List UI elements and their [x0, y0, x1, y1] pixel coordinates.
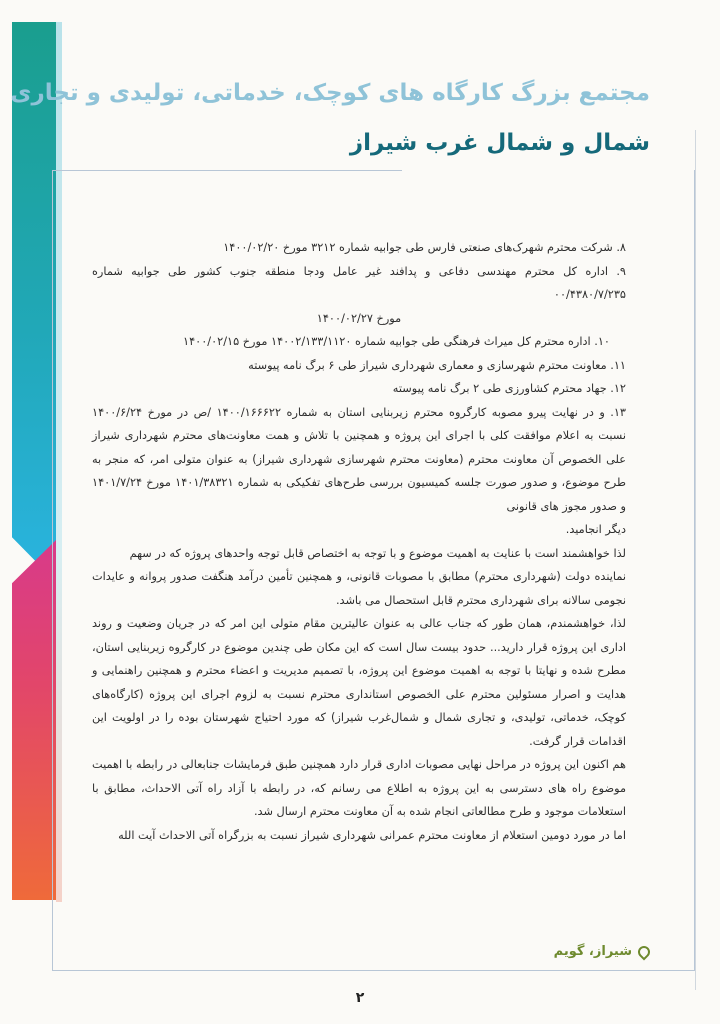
letter-body [92, 236, 626, 847]
right-rule [695, 130, 696, 990]
paragraph: لذا، خواهشمندم، همان طور که جناب عالی به عنوان عالیترین مقام متولی این امر که در جریان وضعیت و روند اداری این پروژه قرار دارید... حدود بیست سال است که این مکان طی چندین موضوع در کارگروه زیربنایی استان، مطرح شده و نهایتا با توجه به اهمیت موضوع این پروژه، با تصمیم مدیریت و اعضاء محترم و همچنین راهنمایی و هدایت و اصرار مسئولین محترم علی الخصوص استانداری محترم نسبت به لزوم اجرای این پروژه (کارگاه‌های کوچک، خدماتی، تولیدی، و تجاری شمال و شمال‌غرب شیراز) که مورد احتیاج شهرستان بوده را در اولویت این اقدامات قرار گرفت. [92, 617, 626, 748]
decorative-ribbon-teal [12, 22, 56, 582]
paragraph: نماینده دولت (شهرداری محترم) مطابق با مصوبات قانونی، و همچنین تأمین درآمد هنگفت صدور پروانه و عایدات نجومی سالانه برای شهرداری محترم قابل استحصال می باشد. [92, 570, 626, 607]
frame-top-line [52, 170, 402, 171]
list-item: ۱۰. اداره محترم کل میراث فرهنگی طی جوابیه شماره ۱۴۰۰۲/۱۳۳/۱۱۲۰ مورخ ۱۴۰۰/۰۲/۱۵ [183, 335, 610, 348]
footer-location-text: شیراز، گویم [553, 944, 632, 959]
list-item: ۱۳. و در نهایت پیرو مصوبه کارگروه محترم زیربنایی استان به شماره ۱۴۰۰/۱۶۶۶۲۲ /ص در مورخ ۱۴۰۰/۶/۲۴ نسبت به اعلام موافقت کلی با اجرای این پروژه و همچنین با تلاش و همت معاونت‌های محترم شهرداری شیراز علی الخصوص آن معاونت محترم (معاونت محترم شهرسازی شهرداری شیراز) به عنوان متولی امر، که منجر به طرح موضوع، و صدور صورت جلسه کمیسیون بررسی طرح‌های تفکیکی به شماره ۱۴۰۱/۳۸۳۲۱ مورخ ۱۴۰۱/۷/۲۴ و صدور مجوز های قانونی [92, 405, 626, 513]
paragraph: لذا خواهشمند است با عنایت به اهمیت موضوع و با توجه به اختصاص قابل توجه واحدهای پروژه که در سهم [129, 546, 626, 560]
list-item: مورخ ۱۴۰۰/۰۲/۲۷ [316, 311, 402, 325]
list-item: ۹. اداره کل محترم مهندسی دفاعی و پدافند غیر عامل ودجا منطقه جنوب کشور طی جوابیه شماره ۰۰/۴۳۸۰/۷/۲۳۵ [92, 264, 626, 301]
decorative-ribbon-pink [12, 540, 56, 900]
page-title: مجتمع بزرگ کارگاه های کوچک، خدماتی، تولیدی و تجاری [10, 80, 650, 106]
list-item: ۱۱. معاونت محترم شهرسازی و معماری شهرداری شیراز طی ۶ برگ نامه پیوسته [248, 358, 626, 372]
paragraph: دیگر انجامید. [565, 523, 626, 536]
page-number: ۲ [355, 990, 365, 1006]
location-pin-icon [636, 943, 653, 960]
list-item: ۸. شرکت محترم شهرک‌های صنعتی فارس طی جوابیه شماره ۳۲۱۲ مورخ ۱۴۰۰/۰۲/۲۰ [223, 241, 626, 254]
paragraph: اما در مورد دومین استعلام از معاونت محترم عمرانی شهرداری شیراز نسبت به بزرگراه آتی الاحداث آیت الله [118, 828, 626, 842]
list-item: ۱۲. جهاد محترم کشاورزی طی ۲ برگ نامه پیوسته [392, 382, 626, 395]
paragraph: هم اکنون این پروژه در مراحل نهایی مصوبات اداری قرار دارد همچنین طبق فرمایشات جنابعالی در رابطه با اهمیت موضوع راه های دسترسی به این پروژه به اطلاع می رسانم که، در رابطه با آزاد راه آتی الاحداث، مطابق با استعلامات موجود و طرح مطالعاتی انجام شده به آن معاونت محترم ارسال شد. [92, 758, 626, 818]
page-subtitle: شمال و شمال غرب شیراز [349, 130, 650, 156]
footer-location [554, 944, 650, 959]
frame-left-line [52, 170, 53, 970]
